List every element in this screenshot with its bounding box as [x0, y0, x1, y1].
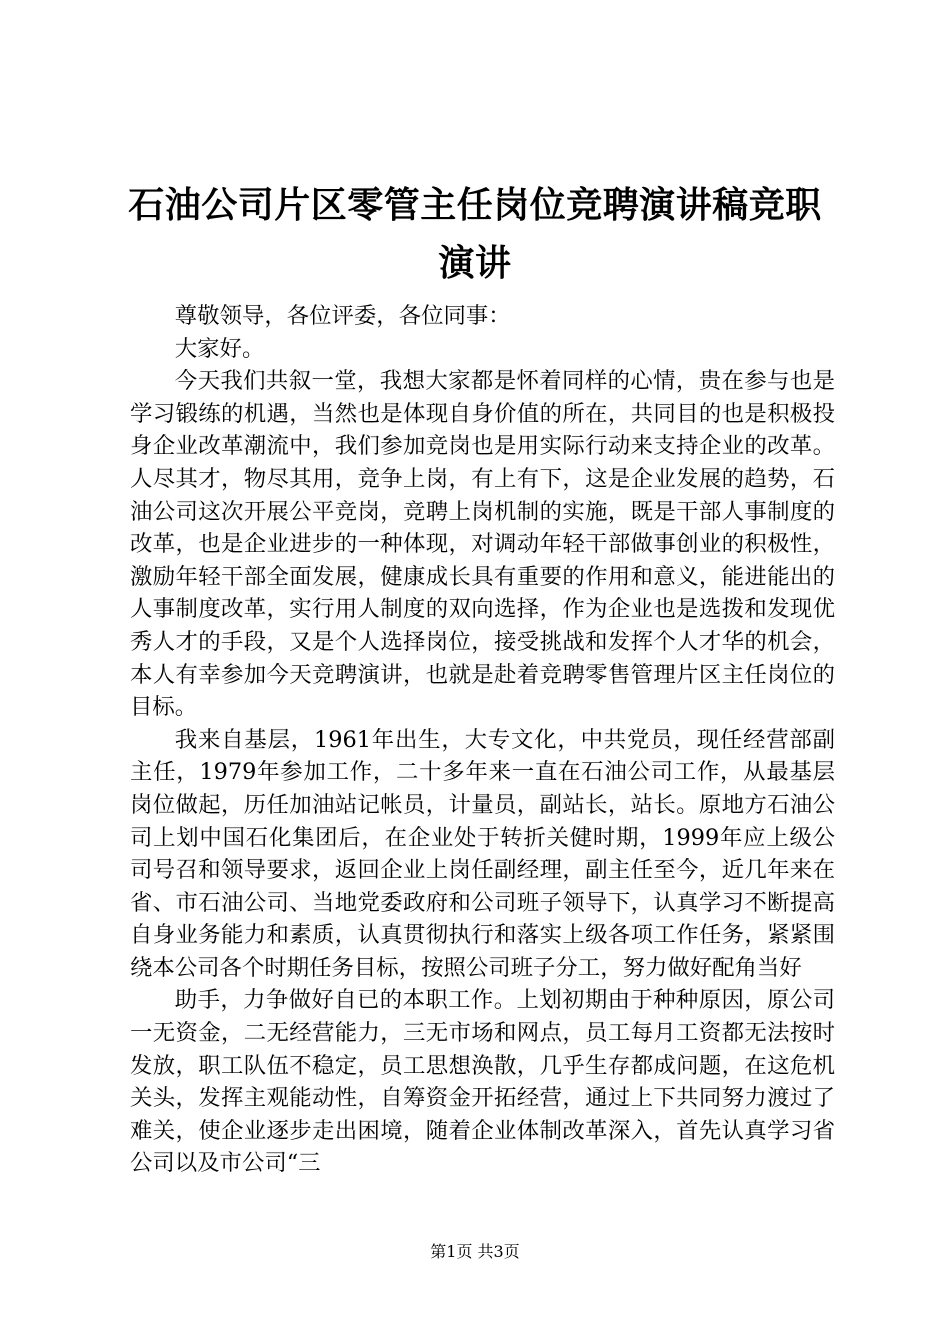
body-paragraph: 我来自基层，1961年出生，大专文化，中共党员，现任经营部副主任，1979年参加工作，二十多年来一直在石油公司工作，从最基层岗位做起，历任加油站记帐员，计量员，副站长，站长。原地方石油公司上划中国石化集团后，在企业处于转折关健时期，1999年应上级公司号召和领导要求，返回企业上岗任副经理，副主任至今，近几年来在省、市石油公司、当地党委政府和公司班子领导下，认真学习不断提高自身业务能力和素质，认真贯彻执行和落实上级各项工作任务，紧紧围绕本公司各个时期任务目标，按照公司班子分工，努力做好配角当好 [130, 726, 835, 981]
salutation-paragraph: 尊敬领导，各位评委，各位同事： [174, 303, 511, 329]
greeting-paragraph: 大家好。 [174, 335, 265, 362]
page-number-footer: 第1页 共3页 [430, 1242, 520, 1261]
document-title: 石油公司片区零管主任岗位竞聘演讲稿竞职演讲 [128, 184, 822, 284]
document-body [130, 300, 835, 1180]
body-paragraph: 助手，力争做好自已的本职工作。上划初期由于种种原因，原公司一无资金，二无经营能力，三无市场和网点，员工每月工资都无法按时发放，职工队伍不稳定，员工思想涣散，几乎生存都成问题，在这危机关头，发挥主观能动性，自筹资金开拓经营，通过上下共同努力渡过了难关，使企业逐步走出困境，随着企业体制改革深入，首先认真学习省公司以及市公司“三 [130, 987, 835, 1177]
body-paragraph: 今天我们共叙一堂，我想大家都是怀着同样的心情，贵在参与也是学习锻练的机遇，当然也是体现自身价值的所在，共同目的也是积极投身企业改革潮流中，我们参加竞岗也是用实际行动来支持企业的改革。人尽其才，物尽其用，竞争上岗，有上有下，这是企业发展的趋势，石油公司这次开展公平竞岗，竞聘上岗机制的实施，既是干部人事制度的改革，也是企业进步的一种体现，对调动年轻干部做事创业的积极性，激励年轻干部全面发展，健康成长具有重要的作用和意义，能进能出的人事制度改革，实行用人制度的双向选择，作为企业也是选拨和发现优秀人才的手段，又是个人选择岗位，接受挑战和发挥个人才华的机会，本人有幸参加今天竞聘演讲，也就是赴着竞聘零售管理片区主任岗位的目标。 [130, 368, 835, 721]
